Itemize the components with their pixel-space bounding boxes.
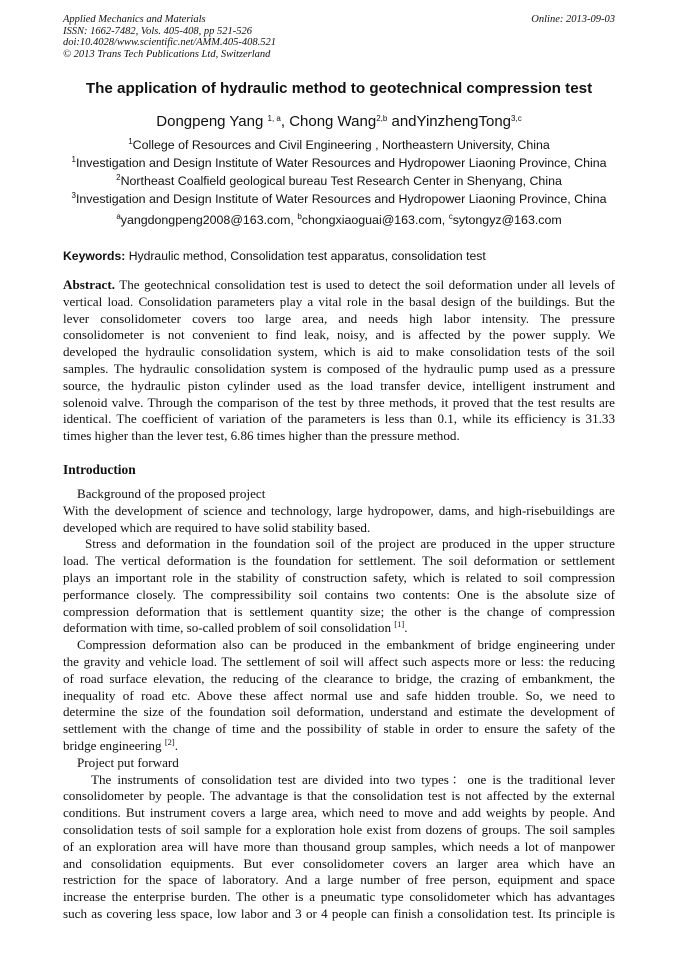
body-line: the gravity and vehicle load. The settlement of soil will affect such aspects more or less: the reducing bbox=[63, 653, 615, 669]
paper-title: The application of hydraulic method to geotechnical compression test bbox=[85, 80, 593, 97]
subsection-heading: Background of the proposed project bbox=[77, 486, 266, 501]
affiliation-text: College of Resources and Civil Engineering , Northeastern University, China bbox=[132, 138, 550, 152]
abstract-line: samples. The hydraulic consolidation system is composed of the hydraulic pump used as a pressure bbox=[63, 360, 615, 376]
affiliation-text: Investigation and Design Institute of Water Resources and Hydropower Liaoning Province, China bbox=[75, 156, 607, 170]
body-line: The instruments of consolidation test are divided into two types：one is the traditional lever bbox=[91, 771, 615, 787]
body-line: compression deformation that is settlement quantity size; the other is the change of compression bbox=[63, 603, 615, 619]
affiliation-sup: 1 bbox=[128, 137, 133, 146]
affiliation-sup: 1 bbox=[71, 155, 76, 164]
email-address[interactable]: chongxiaoguai@163.com, bbox=[301, 213, 449, 227]
abstract-line: identical. The coefficient of variation of the parameters is less than 0.1, while its efficiency is 31.33 bbox=[63, 411, 615, 427]
affiliation-sup: 3 bbox=[71, 191, 76, 200]
email-address[interactable]: yangdongpeng2008@163.com, bbox=[120, 213, 298, 227]
affiliation bbox=[20, 156, 658, 170]
abstract-line bbox=[63, 277, 615, 294]
author-sup: 2,b bbox=[376, 114, 388, 123]
body-line bbox=[63, 738, 615, 755]
email-sup: a bbox=[116, 212, 121, 221]
body-line: Stress and deformation in the foundation soil of the project are produced in the upper structure bbox=[85, 536, 615, 552]
body-line: consolidation tests of soil sample for a exploration hole exist from dozens of groups. The soil samples bbox=[63, 821, 615, 837]
body-text: bridge engineering bbox=[63, 737, 165, 753]
email-line bbox=[20, 213, 658, 227]
keywords-label: Keywords: bbox=[63, 249, 126, 263]
body-line: Compression deformation also can be produced in the embankment of bridge engineering under bbox=[77, 637, 615, 653]
body-text: . bbox=[404, 620, 408, 636]
subsection-heading: Project put forward bbox=[77, 754, 179, 770]
copyright-line: © 2013 Trans Tech Publications Ltd, Switzerland bbox=[63, 48, 271, 60]
email-address[interactable]: sytongyz@163.com bbox=[452, 213, 562, 227]
body-line: restriction for the space of laboratory. And a large number of free person, equipment and space bbox=[63, 872, 615, 888]
body-line: With the development of science and technology, large hydropower, dams, and high-risebuildings are bbox=[63, 502, 615, 518]
section-heading-introduction: Introduction bbox=[63, 462, 136, 477]
affiliation bbox=[20, 192, 658, 206]
body-text: deformation with time, so-called problem of soil consolidation bbox=[63, 620, 395, 636]
affiliation-sup: 2 bbox=[116, 173, 121, 182]
abstract-label: Abstract. bbox=[63, 277, 115, 292]
author-separator: , bbox=[280, 113, 290, 130]
body-text: . bbox=[174, 737, 179, 753]
journal-header bbox=[63, 14, 615, 60]
abstract bbox=[63, 277, 615, 445]
author-list bbox=[30, 113, 648, 130]
keywords bbox=[63, 249, 623, 263]
abstract-text: The geotechnical consolidation test is used to detect the soil deformation under all levels of bbox=[115, 277, 615, 292]
body-line: inequality of road etc. Above these affect normal use and safe hidden trouble. So, we need to bbox=[63, 687, 615, 703]
abstract-line: developed the hydraulic consolidation system, which is aid to make consolidation tests of the soil bbox=[63, 344, 615, 360]
body-line: of road surface elevation, the reducing of the clearance to bridge, the crazing of embankment, the bbox=[63, 670, 615, 686]
affiliation-text: Northeast Coalfield geological bureau Test Research Center in Shenyang, China bbox=[120, 174, 562, 188]
author-sup: 1, a bbox=[267, 114, 281, 123]
abstract-line: times higher than the lever test, 6.86 times higher than the pressure method. bbox=[63, 428, 460, 444]
affiliation bbox=[20, 174, 658, 188]
email-sup: b bbox=[297, 212, 302, 221]
body-line: performance closely. The compressibility soil contains two contents: One is the absolute size of bbox=[63, 586, 615, 602]
author-name: Chong Wang bbox=[289, 113, 377, 130]
introduction-body bbox=[63, 486, 615, 923]
citation-ref[interactable]: [2] bbox=[164, 736, 175, 747]
author-sup: 3,c bbox=[511, 114, 522, 123]
body-line: such as covering less space, low labor and 3 or 4 people can finish a consolidation test. Its principle is bbox=[63, 905, 615, 921]
body-line: consolidometer by people. The advantage is that the consolidation test is not affected by the external bbox=[63, 788, 615, 804]
body-line: plays an important role in the stability of construction safety, which is related to soil compression bbox=[63, 569, 615, 585]
affiliation bbox=[20, 138, 658, 152]
affiliation-text: Investigation and Design Institute of Water Resources and Hydropower Liaoning Province, China bbox=[75, 192, 607, 206]
keywords-text: Hydraulic method, Consolidation test apparatus, consolidation test bbox=[125, 249, 486, 263]
doi-line: doi:10.4028/www.scientific.net/AMM.405-408.521 bbox=[63, 37, 276, 48]
issn-line: ISSN: 1662-7482, Vols. 405-408, pp 521-526 bbox=[63, 25, 252, 37]
email-sup: c bbox=[448, 212, 453, 221]
body-line: conditions. But instrument covers a large area, which need to move and add weights by people. And bbox=[63, 805, 615, 821]
author-name: andYinzhengTong bbox=[387, 113, 512, 130]
abstract-line: consolidometer is not convenient to find leak, noisy, and is affected by the power supply. We bbox=[63, 327, 615, 343]
body-line: of an exploration area will have more than thousand group samples, which needs a lot of manpower bbox=[63, 838, 615, 854]
abstract-line: source, the hydraulic piston cylinder used as the load transfer device, intelligent instrument and bbox=[63, 377, 615, 393]
abstract-line: vertical load. Consolidation parameters play a vital role in the basal design of the buildings. But the bbox=[63, 293, 615, 309]
citation-ref[interactable]: [1] bbox=[394, 619, 405, 630]
author-name: Dongpeng Yang bbox=[156, 113, 268, 130]
body-line: and consolidation equipments. But ever consolidometer covers an larger area which have an bbox=[63, 855, 615, 871]
body-line: settlement with the change of time and the possibility of stable in order to ensure the safety of the bbox=[63, 721, 615, 737]
body-line: increase the enterprise burden. The other is a pneumatic type consolidometer which has advantages bbox=[63, 889, 615, 905]
journal-name: Applied Mechanics and Materials bbox=[63, 14, 206, 25]
body-line: load. The vertical deformation is the foundation for settlement. The soil deformation or settlement bbox=[63, 553, 615, 569]
body-line bbox=[63, 620, 615, 637]
abstract-line: solenoid valve. Through the comparison of the test by three methods, it proved that the test results are bbox=[63, 394, 615, 410]
body-line: determine the size of the foundation soil deformation, understand and estimate the development of bbox=[63, 704, 615, 720]
online-date: Online: 2013-09-03 bbox=[531, 14, 615, 25]
body-line: developed which are required to have solid stability based. bbox=[63, 519, 371, 535]
abstract-line: lever consolidometer covers too large area, and needs high labor intensity. The pressure bbox=[63, 310, 615, 326]
